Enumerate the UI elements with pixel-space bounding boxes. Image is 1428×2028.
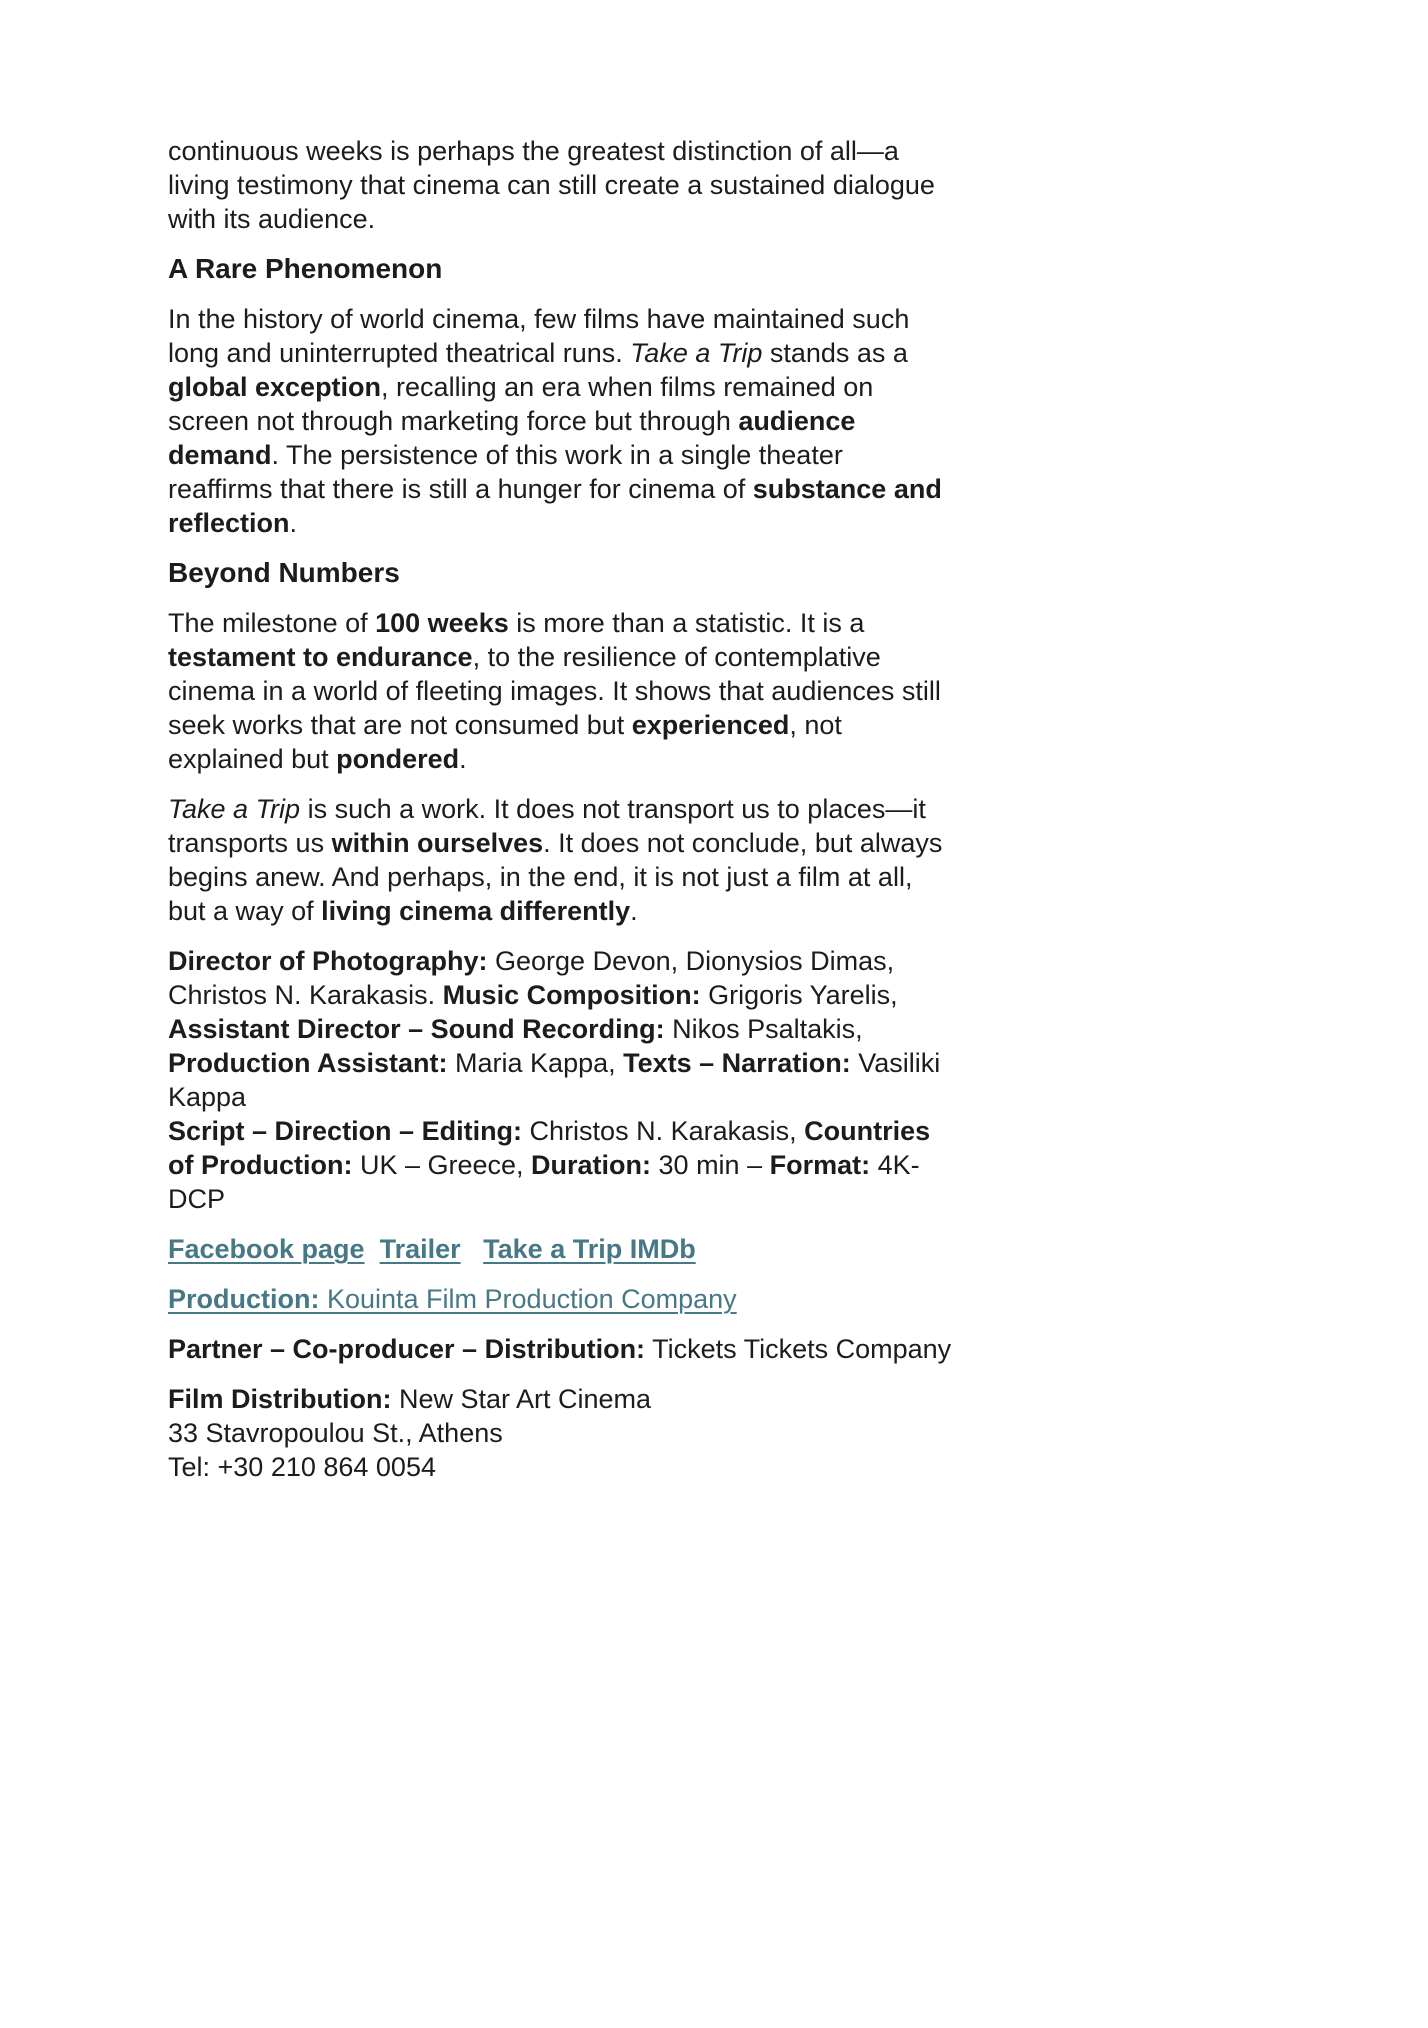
- credits-paragraph: [168, 944, 952, 1216]
- text-segment: . The persistence of this work in a single theater reaffirms that there is still a hunger for cinema of: [168, 440, 843, 504]
- text-segment: .: [630, 896, 638, 926]
- text-segment: global exception: [168, 372, 382, 402]
- text-segment: 100 weeks: [375, 608, 509, 638]
- text-segment: Duration:: [531, 1150, 652, 1180]
- text-segment: George Devon, Dionysios Dimas, Christos N. Karakasis.: [168, 946, 895, 1010]
- facebook-page-link[interactable]: Facebook page: [168, 1234, 365, 1264]
- text-segment: Maria Kappa,: [447, 1048, 624, 1078]
- text-segment: A Rare Phenomenon: [168, 253, 443, 284]
- text-segment: testament to endurance: [168, 642, 473, 672]
- text-segment: .: [459, 744, 467, 774]
- text-segment: Assistant Director – Sound Recording:: [168, 1014, 665, 1044]
- text-segment: Take a Trip: [168, 794, 301, 824]
- text-segment: Nikos Psaltakis,: [664, 1014, 863, 1044]
- beyond-numbers-paragraph: [168, 606, 952, 776]
- text-segment: experienced: [631, 710, 790, 740]
- text-segment: continuous weeks is perhaps the greatest distinction of all—a living testimony that cinema can still create a sustained dialogue with its audience.: [168, 136, 935, 234]
- text-segment: [365, 1234, 380, 1264]
- text-segment: within ourselves: [331, 828, 544, 858]
- text-segment: Tel: +30 210 864 0054: [168, 1452, 436, 1482]
- trailer-link[interactable]: Trailer: [379, 1234, 461, 1264]
- text-segment: Take a Trip: [630, 338, 763, 368]
- text-segment: UK – Greece,: [352, 1150, 532, 1180]
- text-segment: audience demand: [168, 406, 856, 470]
- text-segment: Partner – Co-producer – Distribution:: [168, 1334, 646, 1364]
- imdb-link[interactable]: Take a Trip IMDb: [483, 1234, 696, 1264]
- links-row: [168, 1232, 952, 1266]
- text-segment: , recalling an era when films remained on screen not through marketing force but through: [168, 372, 874, 436]
- text-segment: Tickets Tickets Company: [645, 1334, 952, 1364]
- heading-beyond-numbers: [168, 556, 952, 590]
- text-segment: In the history of world cinema, few films have maintained such long and uninterrupted theatrical runs.: [168, 304, 910, 368]
- production-label-link[interactable]: Production:: [168, 1284, 320, 1314]
- text-segment: . It does not conclude, but always begins anew. And perhaps, in the end, it is not just a film at all, but a way of: [168, 828, 943, 926]
- text-segment: is such a work. It does not transport us to places—it transports us: [168, 794, 926, 858]
- heading-a-rare-phenomenon: [168, 252, 952, 286]
- text-segment: 4K-DCP: [168, 1150, 920, 1214]
- text-segment: [461, 1234, 484, 1264]
- text-segment: Beyond Numbers: [168, 557, 400, 588]
- intro-continuation-paragraph: [168, 134, 952, 236]
- text-segment: The milestone of: [168, 608, 376, 638]
- text-segment: stands as a: [762, 338, 908, 368]
- rare-phenomenon-paragraph: [168, 302, 952, 540]
- text-segment: Script – Direction – Editing:: [168, 1116, 523, 1146]
- text-segment: , not explained but: [168, 710, 842, 774]
- text-segment: Film Distribution:: [168, 1384, 392, 1414]
- text-segment: Countries of Production:: [168, 1116, 931, 1180]
- text-segment: .: [289, 508, 298, 538]
- text-segment: , to the resilience of contemplative cinema in a world of fleeting images. It shows that audiences still seek works that are not consumed but: [168, 642, 941, 740]
- text-segment: Texts – Narration:: [623, 1048, 851, 1078]
- text-segment: living cinema differently: [321, 896, 631, 926]
- text-segment: 30 min –: [651, 1150, 770, 1180]
- closing-reflection-paragraph: [168, 792, 952, 928]
- text-segment: Christos N. Karakasis,: [522, 1116, 805, 1146]
- text-segment: is more than a statistic. It is a: [508, 608, 865, 638]
- production-company-link[interactable]: Kouinta Film Production Company: [319, 1284, 737, 1314]
- film-distribution-paragraph: [168, 1382, 952, 1484]
- text-segment: 33 Stavropoulou St., Athens: [168, 1418, 503, 1448]
- text-segment: Production Assistant:: [168, 1048, 448, 1078]
- text-segment: pondered: [336, 744, 460, 774]
- text-segment: Format:: [769, 1150, 871, 1180]
- text-segment: New Star Art Cinema: [391, 1384, 652, 1414]
- document-content: [168, 134, 952, 1484]
- production-paragraph: [168, 1282, 952, 1316]
- partner-paragraph: [168, 1332, 952, 1366]
- text-segment: Director of Photography:: [168, 946, 488, 976]
- text-segment: Music Composition:: [442, 980, 701, 1010]
- text-segment: Grigoris Yarelis,: [700, 980, 898, 1010]
- text-segment: substance and reflection: [168, 474, 942, 538]
- text-segment: Vasiliki Kappa: [168, 1048, 941, 1112]
